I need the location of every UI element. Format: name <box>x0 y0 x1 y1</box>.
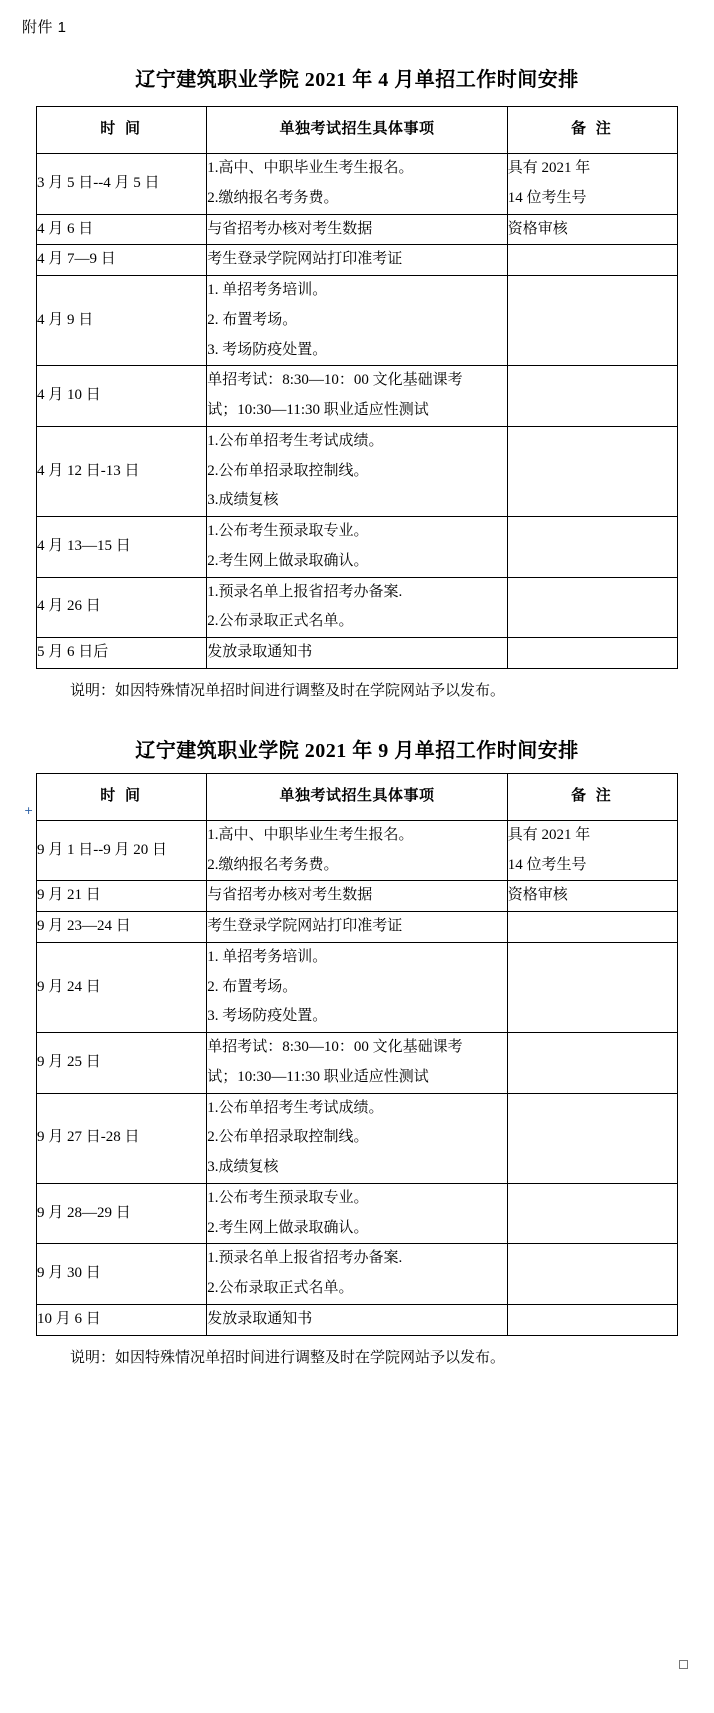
cell-time: 4 月 12 日-13 日 <box>37 426 207 516</box>
cell-item: 1. 单招考务培训。 2. 布置考场。 3. 考场防疫处置。 <box>207 276 507 366</box>
table-row <box>37 1183 678 1244</box>
cell-item: 1.预录名单上报省招考办备案. 2.公布录取正式名单。 <box>207 577 507 638</box>
cell-item: 1.高中、中职毕业生考生报名。 2.缴纳报名考务费。 <box>207 820 507 881</box>
table-2-title: 辽宁建筑职业学院 2021 年 9 月单招工作时间安排 <box>135 739 579 762</box>
cell-item: 1. 单招考务培训。 2. 布置考场。 3. 考场防疫处置。 <box>207 942 507 1032</box>
cell-item: 1.公布单招考生考试成绩。 2.公布单招录取控制线。 3.成绩复核 <box>207 426 507 516</box>
cell-item: 与省招考办核对考生数据 <box>207 214 507 245</box>
bottom-spacer <box>0 1367 714 1385</box>
table-row <box>37 912 678 943</box>
table-header-row <box>37 773 678 820</box>
table-1-footnote: 说明：如因特殊情况单招时间进行调整及时在学院网站予以发布。 <box>70 682 506 699</box>
table-row <box>37 1093 678 1183</box>
table-row <box>37 638 678 669</box>
cell-time: 4 月 7—9 日 <box>37 245 207 276</box>
table-row <box>37 577 678 638</box>
attachment-label: 附件 1 <box>22 19 67 36</box>
cell-time: 5 月 6 日后 <box>37 638 207 669</box>
table-row <box>37 276 678 366</box>
table-row <box>37 942 678 1032</box>
table-row <box>37 1304 678 1335</box>
cell-time: 4 月 26 日 <box>37 577 207 638</box>
table-row <box>37 881 678 912</box>
cell-item: 单招考试：8:30—10：00 文化基础课考 试；10:30—11:30 职业适应性测试 <box>207 366 507 427</box>
anchor-plus-icon: + <box>24 804 34 817</box>
cell-note <box>507 577 677 638</box>
table-row <box>37 245 678 276</box>
cell-time: 9 月 24 日 <box>37 942 207 1032</box>
schedule-table-april <box>36 106 678 669</box>
cell-item: 与省招考办核对考生数据 <box>207 881 507 912</box>
table-row <box>37 517 678 578</box>
cell-time: 4 月 10 日 <box>37 366 207 427</box>
cell-note <box>507 1093 677 1183</box>
cell-item: 发放录取通知书 <box>207 638 507 669</box>
cell-time: 9 月 23—24 日 <box>37 912 207 943</box>
cell-note <box>507 517 677 578</box>
cell-item: 1.公布单招考生考试成绩。 2.公布单招录取控制线。 3.成绩复核 <box>207 1093 507 1183</box>
header-item: 单独考试招生具体事项 <box>207 107 507 154</box>
cell-item: 1.预录名单上报省招考办备案. 2.公布录取正式名单。 <box>207 1244 507 1305</box>
cell-item: 考生登录学院网站打印准考证 <box>207 245 507 276</box>
cell-time: 9 月 30 日 <box>37 1244 207 1305</box>
cell-time: 9 月 1 日--9 月 20 日 <box>37 820 207 881</box>
header-time: 时 间 <box>37 107 207 154</box>
table-row <box>37 1033 678 1094</box>
table-header-row <box>37 107 678 154</box>
cell-note: 具有 2021 年 14 位考生号 <box>507 154 677 215</box>
cell-item: 1.公布考生预录取专业。 2.考生网上做录取确认。 <box>207 1183 507 1244</box>
cell-item: 发放录取通知书 <box>207 1304 507 1335</box>
cell-time: 9 月 28—29 日 <box>37 1183 207 1244</box>
header-item: 单独考试招生具体事项 <box>207 773 507 820</box>
table-2-footnote: 说明：如因特殊情况单招时间进行调整及时在学院网站予以发布。 <box>70 1349 506 1366</box>
cell-time: 4 月 9 日 <box>37 276 207 366</box>
cell-note <box>507 942 677 1032</box>
cell-note <box>507 912 677 943</box>
cell-note: 资格审核 <box>507 881 677 912</box>
cell-note <box>507 1304 677 1335</box>
cell-note <box>507 1183 677 1244</box>
header-note: 备 注 <box>507 773 677 820</box>
table-1-title: 辽宁建筑职业学院 2021 年 4 月单招工作时间安排 <box>135 69 579 91</box>
cell-note <box>507 276 677 366</box>
header-time: 时 间 <box>37 773 207 820</box>
table-row <box>37 154 678 215</box>
schedule-table-september <box>36 773 678 1336</box>
table-row <box>37 426 678 516</box>
cell-time: 10 月 6 日 <box>37 1304 207 1335</box>
cell-time: 9 月 27 日-28 日 <box>37 1093 207 1183</box>
cell-time: 3 月 5 日--4 月 5 日 <box>37 154 207 215</box>
cell-item: 1.高中、中职毕业生考生报名。 2.缴纳报名考务费。 <box>207 154 507 215</box>
cell-time: 4 月 6 日 <box>37 214 207 245</box>
cell-note <box>507 1244 677 1305</box>
cell-time: 9 月 25 日 <box>37 1033 207 1094</box>
cell-note: 资格审核 <box>507 214 677 245</box>
cell-note <box>507 245 677 276</box>
cell-time: 4 月 13—15 日 <box>37 517 207 578</box>
cell-item: 考生登录学院网站打印准考证 <box>207 912 507 943</box>
cell-time: 9 月 21 日 <box>37 881 207 912</box>
cell-item: 单招考试：8:30—10：00 文化基础课考 试；10:30—11:30 职业适应性测试 <box>207 1033 507 1094</box>
cell-note <box>507 426 677 516</box>
resize-handle[interactable] <box>679 1660 688 1669</box>
cell-item: 1.公布考生预录取专业。 2.考生网上做录取确认。 <box>207 517 507 578</box>
header-note: 备 注 <box>507 107 677 154</box>
table-row <box>37 1244 678 1305</box>
table-row <box>37 214 678 245</box>
cell-note <box>507 638 677 669</box>
table-row <box>37 366 678 427</box>
cell-note <box>507 1033 677 1094</box>
table-row <box>37 820 678 881</box>
cell-note: 具有 2021 年 14 位考生号 <box>507 820 677 881</box>
cell-note <box>507 366 677 427</box>
